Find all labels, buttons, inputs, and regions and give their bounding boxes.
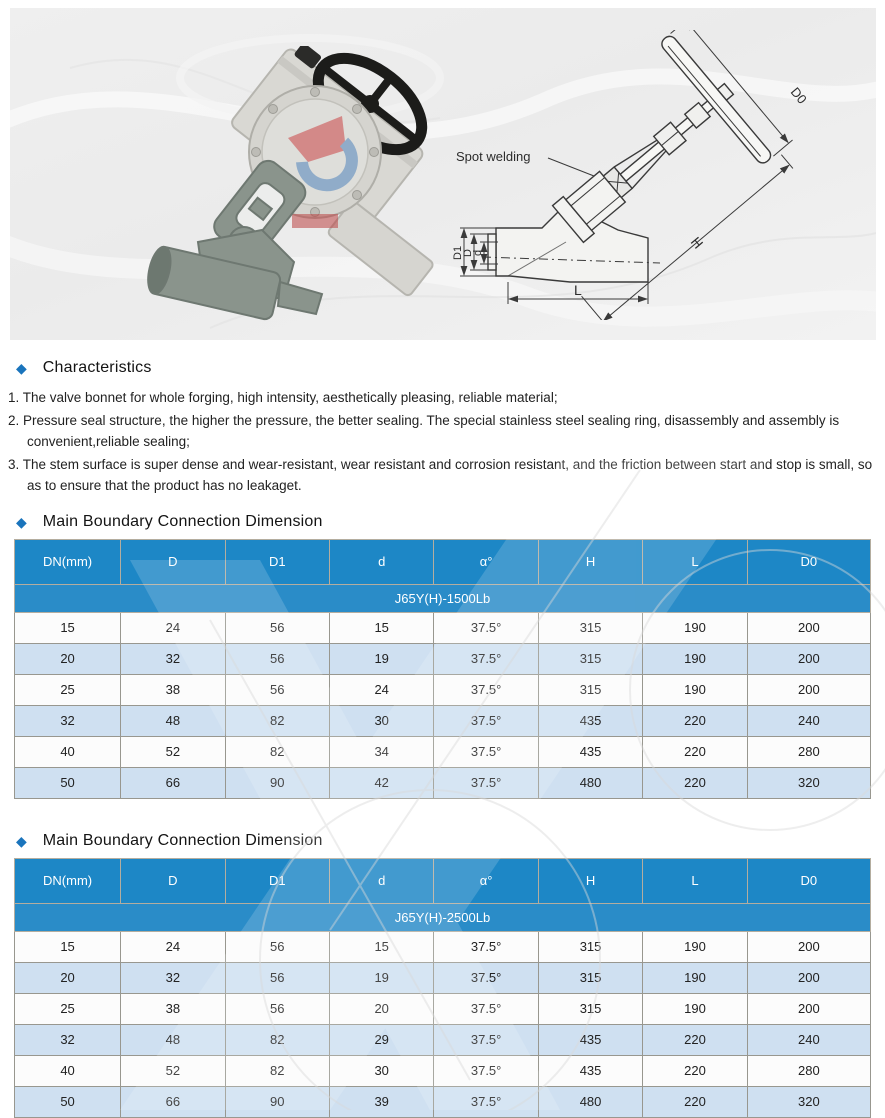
table-cell: 37.5°: [434, 1024, 538, 1055]
col-header: L: [643, 539, 747, 584]
characteristics-section: [0, 356, 885, 497]
section-heading: [16, 829, 885, 853]
table-cell: 240: [747, 1024, 870, 1055]
table-cell: 32: [121, 643, 225, 674]
table-cell: 315: [538, 643, 642, 674]
table-cell: 66: [121, 1086, 225, 1117]
dimension-table-1500lb: [14, 539, 871, 799]
table-cell: 15: [329, 931, 433, 962]
table-cell: 37.5°: [434, 767, 538, 798]
table-cell: 200: [747, 962, 870, 993]
table-cell: 40: [15, 736, 121, 767]
table-cell: 280: [747, 736, 870, 767]
dim-label-d0: D0: [787, 84, 810, 107]
table-cell: 56: [225, 643, 329, 674]
table-cell: 190: [643, 993, 747, 1024]
table-row: [15, 1024, 871, 1055]
product-photo: [140, 46, 440, 340]
table-group-row: [15, 584, 871, 612]
table-cell: 435: [538, 736, 642, 767]
model-group-label: J65Y(H)-1500Lb: [15, 584, 871, 612]
section-title: Main Boundary Connection Dimension: [42, 831, 323, 849]
table-cell: 19: [329, 643, 433, 674]
table-cell: 56: [225, 993, 329, 1024]
table-cell: 320: [747, 1086, 870, 1117]
table-cell: 37.5°: [434, 1086, 538, 1117]
table-cell: 52: [121, 1055, 225, 1086]
table-cell: 32: [15, 1024, 121, 1055]
col-header: D0: [747, 539, 870, 584]
table-cell: 37.5°: [434, 931, 538, 962]
table-cell: 315: [538, 993, 642, 1024]
table-cell: 90: [225, 767, 329, 798]
table-cell: 37.5°: [434, 674, 538, 705]
table-cell: 32: [121, 962, 225, 993]
table-cell: 220: [643, 767, 747, 798]
table-cell: 315: [538, 962, 642, 993]
table-header-row: [15, 858, 871, 903]
table-cell: 66: [121, 767, 225, 798]
table-cell: 480: [538, 767, 642, 798]
table-cell: 200: [747, 931, 870, 962]
col-header: D1: [225, 858, 329, 903]
diamond-bullet-icon: ◆: [16, 832, 27, 849]
table-row: [15, 962, 871, 993]
col-header: α°: [434, 539, 538, 584]
section-title: Main Boundary Connection Dimension: [42, 512, 323, 530]
col-header: H: [538, 539, 642, 584]
table-cell: 19: [329, 962, 433, 993]
table-row: [15, 705, 871, 736]
table-cell: 190: [643, 962, 747, 993]
table-cell: 220: [643, 736, 747, 767]
table-cell: 25: [15, 993, 121, 1024]
table-row: [15, 767, 871, 798]
table-cell: 37.5°: [434, 962, 538, 993]
spot-welding-label: Spot welding: [456, 149, 531, 164]
dimension-table-2500lb: [14, 858, 871, 1118]
table-cell: 15: [15, 931, 121, 962]
model-group-label: J65Y(H)-2500Lb: [15, 903, 871, 931]
table-cell: 34: [329, 736, 433, 767]
table-cell: 20: [329, 993, 433, 1024]
table-cell: 82: [225, 705, 329, 736]
table-cell: 190: [643, 674, 747, 705]
col-header: α°: [434, 858, 538, 903]
col-header: L: [643, 858, 747, 903]
table-cell: 190: [643, 931, 747, 962]
dimension-section-2500lb: [0, 829, 885, 1118]
dim-label-l: L: [574, 282, 582, 298]
section-heading: [16, 510, 885, 534]
table-cell: 37.5°: [434, 993, 538, 1024]
table-cell: 30: [329, 1055, 433, 1086]
table-cell: 37.5°: [434, 1055, 538, 1086]
characteristic-item: 2. Pressure seal structure, the higher the pressure, the better sealing. The special stainless steel sealing ring, disassembly and assembly is convenient,reliable sealing;: [8, 412, 840, 449]
table-cell: 200: [747, 612, 870, 643]
table-cell: 315: [538, 931, 642, 962]
technical-drawing: [448, 30, 876, 320]
table-row: [15, 1055, 871, 1086]
table-cell: 30: [329, 705, 433, 736]
table-cell: 56: [225, 612, 329, 643]
table-cell: 90: [225, 1086, 329, 1117]
dim-label-d-small: d: [472, 249, 484, 256]
characteristics-list: [8, 387, 877, 497]
table-cell: 24: [121, 612, 225, 643]
table-cell: 29: [329, 1024, 433, 1055]
table-cell: 190: [643, 643, 747, 674]
table-cell: 37.5°: [434, 612, 538, 643]
table-cell: 25: [15, 674, 121, 705]
table-cell: 40: [15, 1055, 121, 1086]
col-header: D1: [225, 539, 329, 584]
dim-label-d1: D1: [452, 245, 464, 260]
table-cell: 56: [225, 674, 329, 705]
table-cell: 37.5°: [434, 643, 538, 674]
characteristics-title: Characteristics: [42, 359, 152, 376]
col-header: D0: [747, 858, 870, 903]
table-row: [15, 1086, 871, 1117]
table-row: [15, 674, 871, 705]
table-cell: 24: [121, 931, 225, 962]
table-cell: 15: [15, 612, 121, 643]
table-cell: 320: [747, 767, 870, 798]
table-cell: 220: [643, 705, 747, 736]
table-cell: 435: [538, 705, 642, 736]
table-cell: 15: [329, 612, 433, 643]
table-cell: 48: [121, 705, 225, 736]
table-cell: 315: [538, 674, 642, 705]
table-cell: 190: [643, 612, 747, 643]
table-cell: 82: [225, 1055, 329, 1086]
table-cell: 56: [225, 962, 329, 993]
col-header: DN(mm): [15, 539, 121, 584]
col-header: D: [121, 858, 225, 903]
table-cell: 200: [747, 674, 870, 705]
table-cell: 42: [329, 767, 433, 798]
table-cell: 280: [747, 1055, 870, 1086]
characteristic-item: 1. The valve bonnet for whole forging, high intensity, aesthetically pleasing, reliable material;: [8, 390, 558, 405]
characteristic-item: 3. The stem surface is super dense and wear-resistant, wear resistant and corrosion resistant, and the friction between start and stop is small, so as to ensure that the product has no leakaget.: [8, 456, 873, 493]
col-header: DN(mm): [15, 858, 121, 903]
table-cell: 315: [538, 612, 642, 643]
valve-body: [144, 156, 322, 321]
table-cell: 20: [15, 643, 121, 674]
table-cell: 82: [225, 1024, 329, 1055]
table-cell: 32: [15, 705, 121, 736]
table-cell: 200: [747, 643, 870, 674]
table-row: [15, 993, 871, 1024]
table-cell: 220: [643, 1086, 747, 1117]
col-header: H: [538, 858, 642, 903]
table-row: [15, 931, 871, 962]
dim-label-d: D: [462, 249, 474, 257]
table-cell: 38: [121, 674, 225, 705]
product-banner: [10, 8, 876, 340]
table-cell: 435: [538, 1024, 642, 1055]
table-cell: 56: [225, 931, 329, 962]
table-cell: 220: [643, 1055, 747, 1086]
table-row: [15, 736, 871, 767]
table-row: [15, 612, 871, 643]
table-cell: 435: [538, 1055, 642, 1086]
col-header: d: [329, 539, 433, 584]
table-cell: 50: [15, 1086, 121, 1117]
table-cell: 20: [15, 962, 121, 993]
table-cell: 52: [121, 736, 225, 767]
table-cell: 200: [747, 993, 870, 1024]
characteristics-heading: [16, 356, 885, 380]
table-cell: 37.5°: [434, 736, 538, 767]
table-cell: 82: [225, 736, 329, 767]
diamond-bullet-icon: ◆: [16, 513, 27, 530]
table-cell: 24: [329, 674, 433, 705]
table-cell: 240: [747, 705, 870, 736]
table-cell: 220: [643, 1024, 747, 1055]
diamond-bullet-icon: ◆: [16, 360, 27, 376]
table-group-row: [15, 903, 871, 931]
dim-label-h: H: [687, 233, 707, 252]
table-cell: 37.5°: [434, 705, 538, 736]
col-header: D: [121, 539, 225, 584]
table-cell: 48: [121, 1024, 225, 1055]
table-row: [15, 643, 871, 674]
dimension-section-1500lb: [0, 510, 885, 799]
col-header: d: [329, 858, 433, 903]
table-cell: 39: [329, 1086, 433, 1117]
table-cell: 480: [538, 1086, 642, 1117]
table-cell: 50: [15, 767, 121, 798]
table-header-row: [15, 539, 871, 584]
table-cell: 38: [121, 993, 225, 1024]
